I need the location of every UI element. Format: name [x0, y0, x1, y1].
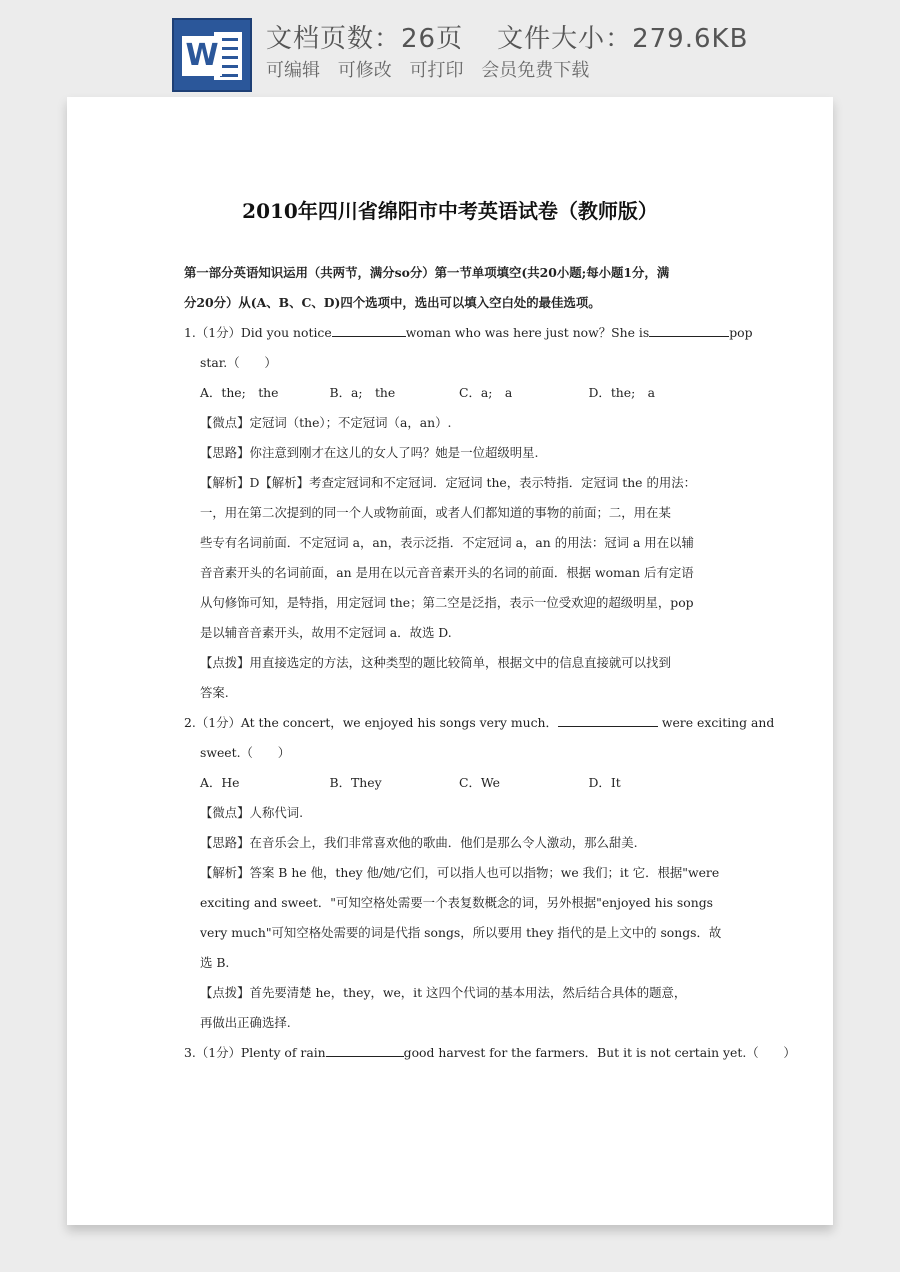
q1-analysis-2: 一，用在第二次提到的同一个人或物前面，或者人们都知道的事物的前面；二，用在某 — [200, 505, 671, 520]
q1-stem-cont: star.（ ） — [200, 355, 277, 370]
q2-option-a: A．He — [200, 775, 240, 790]
q2-idea: 【思路】在音乐会上，我们非常喜欢他的歌曲．他们是那么令人激动，那么甜美. — [200, 835, 638, 850]
q3-blank — [326, 1044, 404, 1057]
document-body — [184, 258, 796, 1068]
feature-modifiable: 可修改 — [337, 60, 392, 81]
q1-analysis-6: 是以辅音音素开头，故用不定冠词 a．故选 D. — [200, 625, 452, 640]
q2-analysis-2: exciting and sweet．"可知空格处需要一个表复数概念的词，另外根据"enjoyed his songs — [200, 895, 714, 910]
feature-list — [266, 56, 601, 82]
q2-option-d: D．It — [588, 775, 621, 790]
file-stats — [266, 18, 748, 55]
q1-blank-1 — [332, 324, 406, 337]
q1-point: 【微点】定冠词（the）；不定冠词（a，an）. — [200, 415, 452, 430]
section-intro-line-1: 第一部分英语知识运用（共两节，满分so分）第一节单项填空(共20小题;每小题1分，满 — [184, 265, 670, 280]
feature-printable: 可打印 — [409, 60, 464, 81]
q1-analysis-4: 音音素开头的名词前面，an 是用在以元音音素开头的名词的前面．根据 woman 后有定语 — [200, 565, 694, 580]
q2-tip-1: 【点拨】首先要清楚 he，they，we，it 这四个代词的基本用法，然后结合具体的题意， — [200, 985, 687, 1000]
page-count: 文档页数：26页 — [266, 24, 464, 54]
q1-option-a: A．the; the — [200, 385, 279, 400]
q1-analysis-3: 些专有名词前面．不定冠词 a，an，表示泛指．不定冠词 a，an 的用法：冠词 a 用在以辅 — [200, 535, 694, 550]
document-page — [67, 97, 833, 1225]
q2-analysis-3: very much"可知空格处需要的词是代指 songs，所以要用 they 指代的是上文中的 songs．故 — [200, 925, 722, 940]
q1-tip-1: 【点拨】用直接选定的方法，这种类型的题比较简单，根据文中的信息直接就可以找到 — [200, 655, 671, 670]
q3-stem: 3.（1分）Plenty of rain good harvest for the farmers．But it is not certain yet.（ ） — [184, 1045, 796, 1060]
q1-analysis-5: 从句修饰可知，是特指，用定冠词 the；第二空是泛指，表示一位受欢迎的超级明星，pop — [200, 595, 694, 610]
document-title: 2010年四川省绵阳市中考英语试卷（教师版） — [242, 199, 658, 223]
q1-idea: 【思路】你注意到刚才在这儿的女人了吗？她是一位超级明星. — [200, 445, 539, 460]
q1-stem: 1.（1分）Did you notice woman who was here just now？She is pop — [184, 325, 753, 340]
q1-analysis-1: 【解析】D【解析】考查定冠词和不定冠词．定冠词 the，表示特指．定冠词 the 的用法： — [200, 475, 697, 490]
q1-option-b: B．a; the — [329, 385, 396, 400]
file-size: 文件大小：279.6KB — [497, 24, 749, 54]
q1-options — [184, 378, 718, 408]
feature-editable: 可编辑 — [266, 60, 320, 81]
q2-stem-cont: sweet.（ ） — [200, 745, 291, 760]
feature-member-download: 会员免费下载 — [481, 60, 590, 81]
download-banner — [0, 0, 900, 96]
q2-tip-2: 再做出正确选择. — [200, 1015, 291, 1030]
q2-blank — [558, 714, 658, 727]
q2-point: 【微点】人称代词. — [200, 805, 304, 820]
q2-option-c: C．We — [459, 775, 500, 790]
q2-stem: 2.（1分）At the concert，we enjoyed his songs very much． were exciting and — [184, 715, 775, 730]
q2-analysis-1: 【解析】答案 B he 他，they 他/她/它们，可以指人也可以指物；we 我们；it 它．根据"were — [200, 865, 720, 880]
word-document-icon — [172, 18, 252, 92]
q1-tip-2: 答案. — [200, 685, 229, 700]
section-intro-line-2: 分20分）从(A、B、C、D)四个选项中，选出可以填入空白处的最佳选项。 — [184, 295, 601, 310]
q1-blank-2 — [649, 324, 729, 337]
q1-option-c: C．a; a — [459, 385, 513, 400]
q2-option-b: B．They — [329, 775, 382, 790]
word-logo-letter: W — [182, 36, 222, 76]
q2-options — [184, 768, 718, 798]
q1-option-d: D．the; a — [588, 385, 656, 400]
q2-analysis-4: 选 B. — [200, 955, 230, 970]
